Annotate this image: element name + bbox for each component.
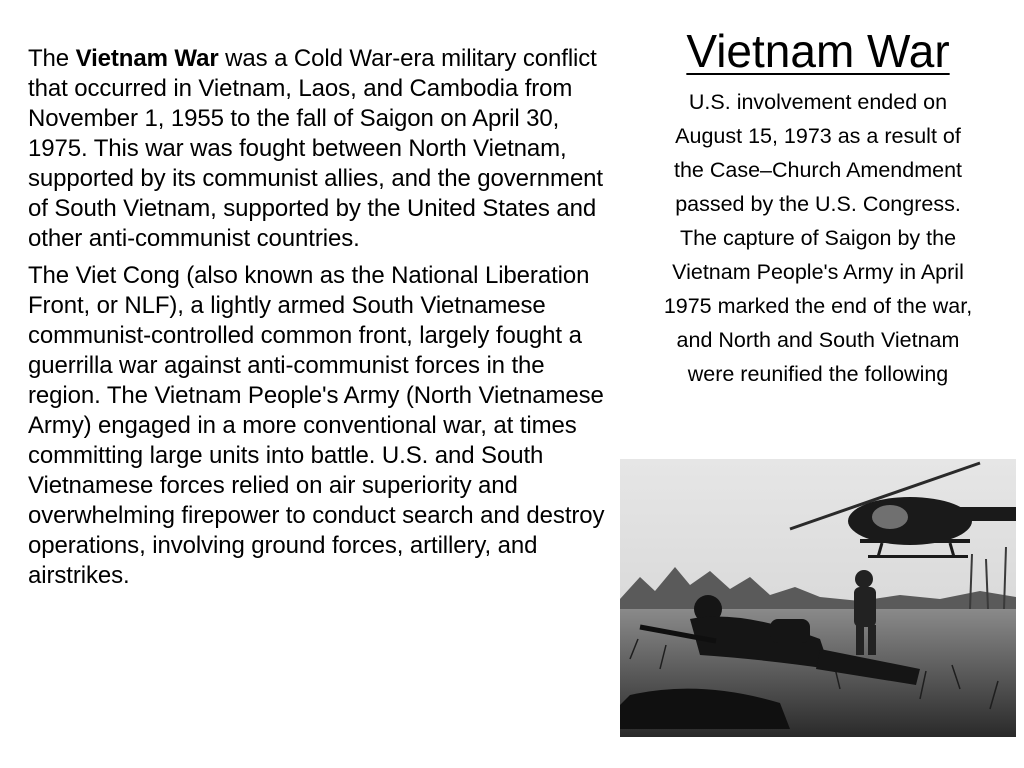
side-text: U.S. involvement ended on August 15, 1973 as a result of the Case–Church Amendment passed by the U.S. Congress. The capture of Saigon by the Vietnam People's Army in April 1975 marked the end of the war, and North and South Vietnam were reunified the following [663, 90, 973, 386]
second-paragraph: The Viet Cong (also known as the National Liberation Front, or NLF), a lightly armed South Vietnamese communist-controlled common front, largely fought a guerrilla war against anti-communist forces in the region. The Vietnam People's Army (North Vietnamese Army) engaged in a more conventional war, at times committing large units into battle. U.S. and South Vietnamese forces relied on air superiority and overwhelming firepower to conduct search and destroy operations, involving ground forces, artillery, and airstrikes. [28, 262, 605, 589]
slide-title-text: Vietnam War [686, 25, 950, 77]
intro-text: was a Cold War-era military conflict that occurred in Vietnam, Laos, and Cambodia from November 1, 1955 to the fall of Saigon on April 30, 1975. This war was fought between North Vietnam, supported by its communist allies, and the government of South Vietnam, supported by the United States and other anti-communist countries. [28, 45, 604, 252]
body-text [28, 44, 618, 598]
war-photo-icon [620, 459, 1016, 737]
intro-prefix: The [28, 45, 76, 72]
intro-paragraph [28, 44, 618, 254]
intro-bold-term: Vietnam War [75, 45, 219, 72]
slide-title [650, 26, 986, 76]
war-photo-illustration [620, 459, 1016, 737]
